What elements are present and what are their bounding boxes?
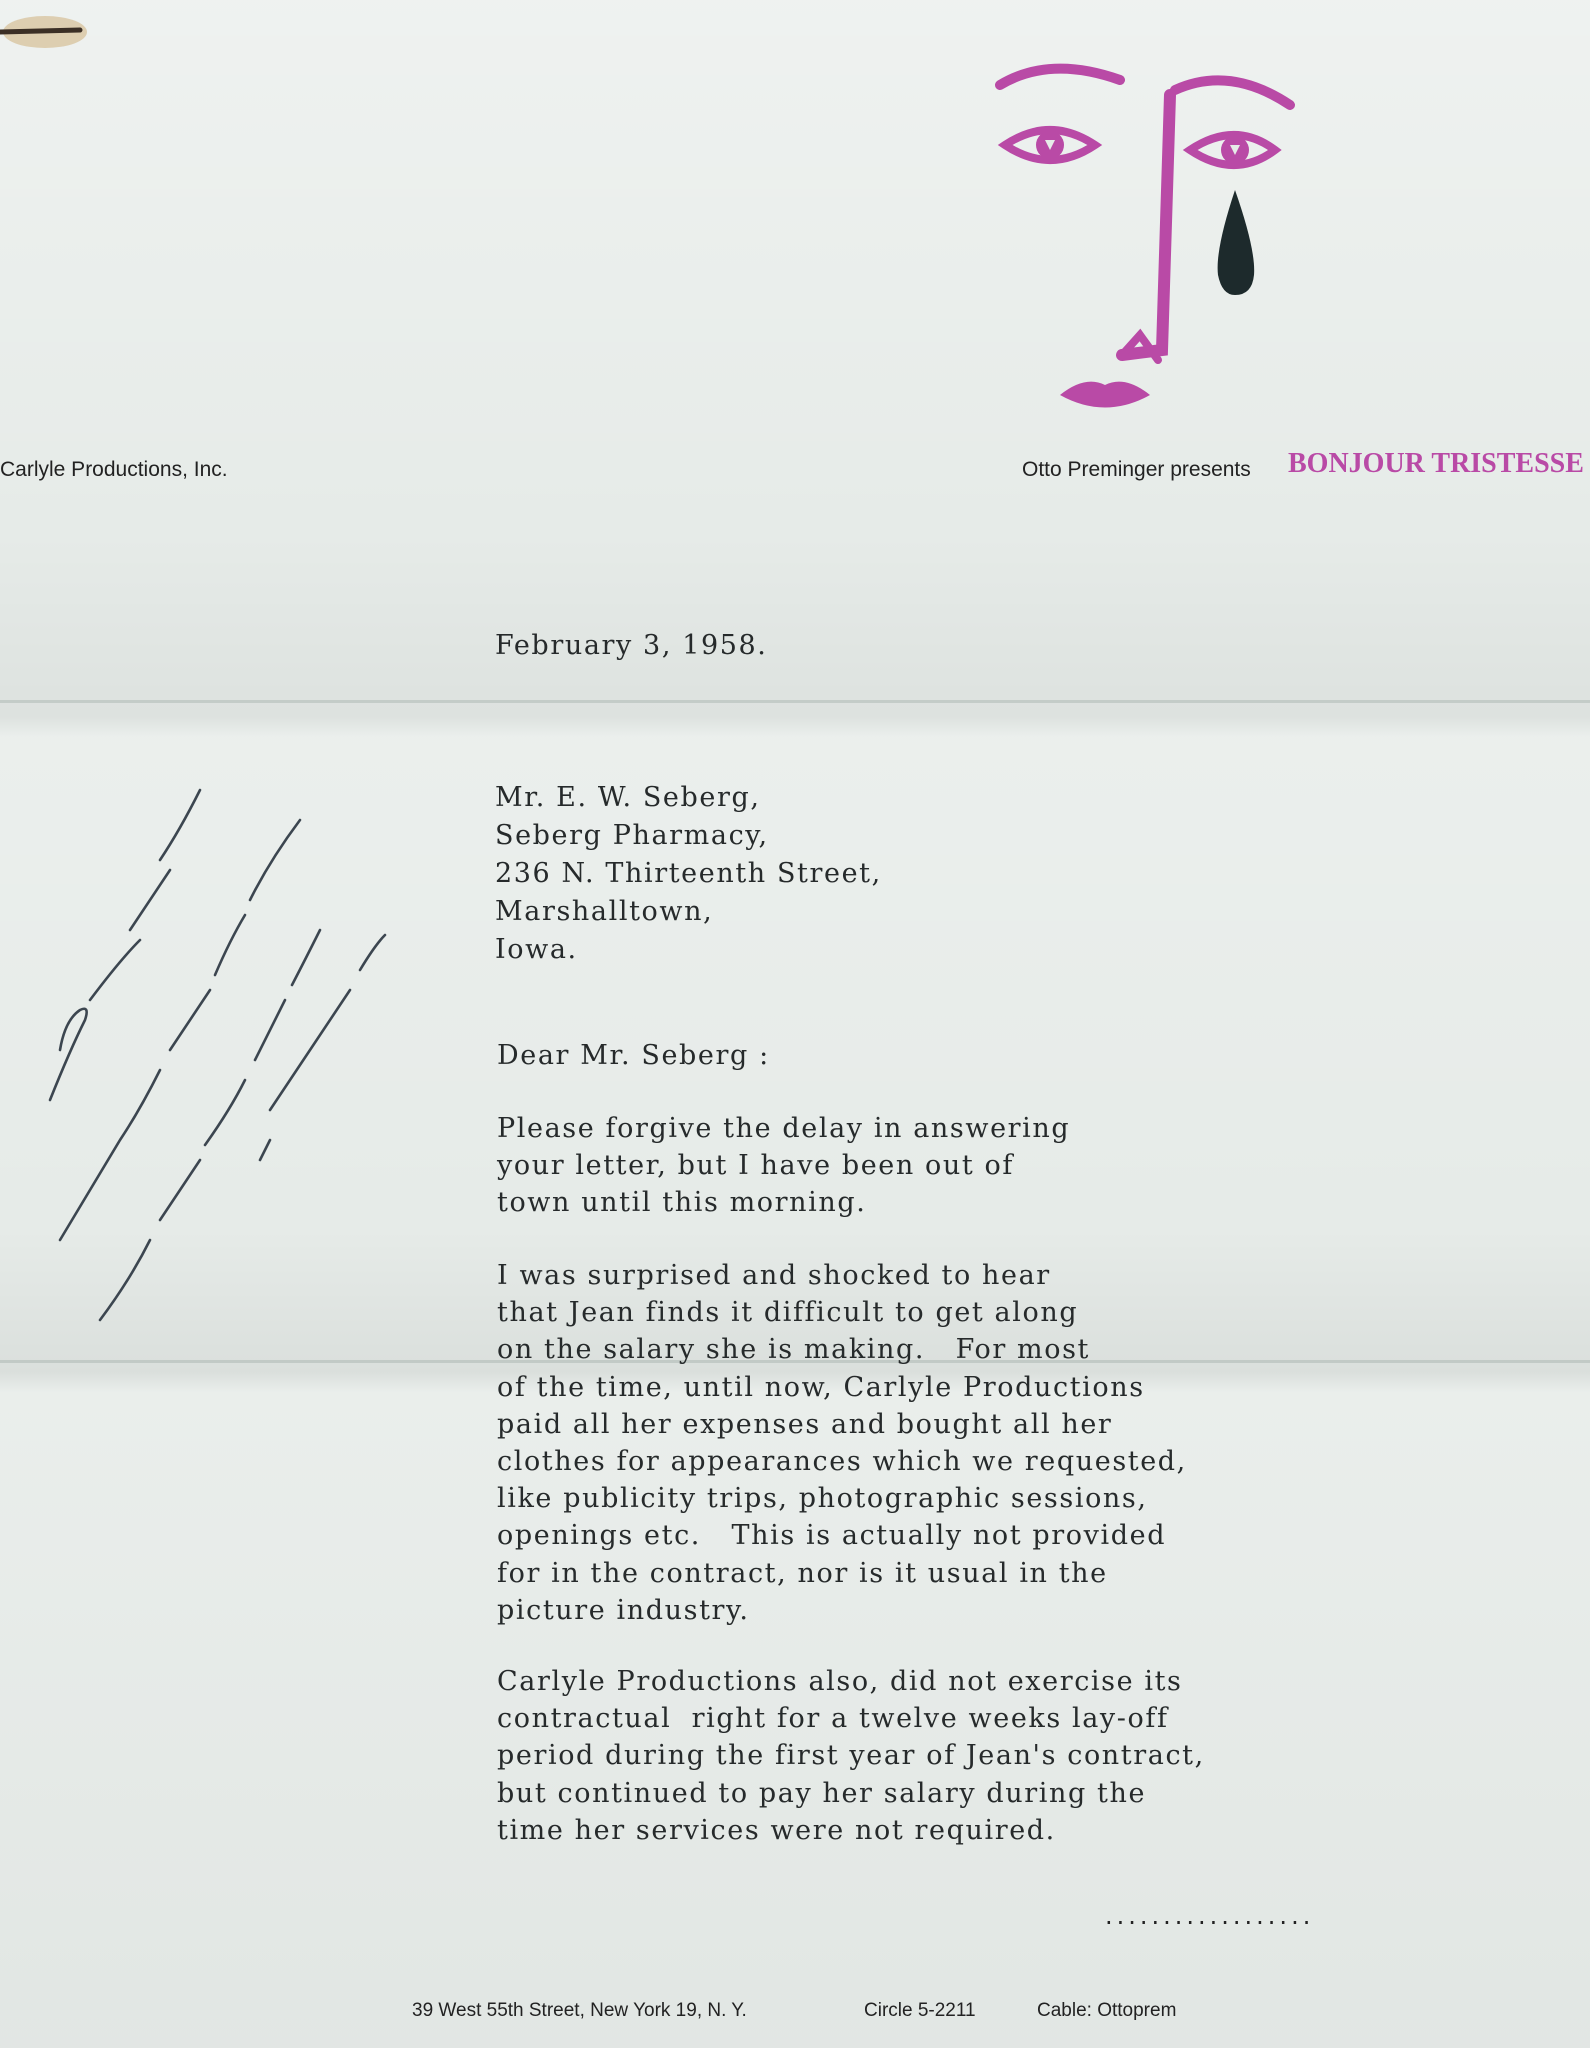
paragraph-line: town until this morning.: [497, 1187, 867, 1219]
footer-address: 39 West 55th Street, New York 19, N. Y.: [412, 2000, 747, 2021]
paragraph-line: I was surprised and shocked to hear: [497, 1260, 1051, 1291]
footer-cable: Cable: Ottoprem: [1037, 2000, 1177, 2021]
paragraph-line: for in the contract, nor is it usual in the: [497, 1557, 1108, 1589]
paragraph-line: time her services were not required.: [497, 1814, 1056, 1846]
company-name: Carlyle Productions, Inc.: [0, 458, 228, 481]
paragraph-line: contractual right for a twelve weeks lay-off: [497, 1703, 1169, 1735]
paragraph-2: [497, 1257, 1187, 1629]
continuation-dots: ..................: [1105, 1902, 1315, 1930]
address-line-city: Marshalltown,: [495, 896, 714, 927]
address-line-name: Mr. E. W. Seberg,: [495, 782, 761, 813]
address-line-state: Iowa.: [495, 934, 578, 965]
paragraph-line: Carlyle Productions also, did not exercise its: [497, 1666, 1183, 1697]
address-line-business: Seberg Pharmacy,: [495, 820, 769, 851]
paragraph-line: clothes for appearances which we requested,: [497, 1446, 1187, 1478]
paragraph-line: paid all her expenses and bought all her: [497, 1408, 1113, 1440]
handwritten-note: [30, 720, 410, 1360]
paragraph-line: your letter, but I have been out of: [497, 1150, 1014, 1182]
paragraph-3: [497, 1663, 1205, 1849]
paragraph-line: openings etc. This is actually not provided: [497, 1520, 1167, 1552]
paragraph-line: that Jean finds it difficult to get along: [497, 1297, 1079, 1329]
presents-line: Otto Preminger presents: [1022, 458, 1251, 481]
film-title: BONJOUR TRISTESSE: [1288, 448, 1584, 479]
letter-date: February 3, 1958.: [495, 630, 768, 661]
salutation: Dear Mr. Seberg :: [497, 1040, 770, 1071]
paper-fold-upper: [0, 700, 1590, 703]
address-line-street: 236 N. Thirteenth Street,: [495, 858, 882, 889]
crying-face-logo-icon: [990, 50, 1310, 430]
paragraph-line: of the time, until now, Carlyle Productions: [497, 1371, 1145, 1403]
staple-mark-icon: [0, 10, 90, 50]
footer-phone: Circle 5-2211: [864, 2000, 976, 2021]
paragraph-line: like publicity trips, photographic sessions,: [497, 1483, 1148, 1515]
paragraph-1: [497, 1110, 1070, 1222]
paragraph-line: picture industry.: [497, 1594, 750, 1626]
paragraph-line: on the salary she is making. For most: [497, 1334, 1090, 1366]
paragraph-line: but continued to pay her salary during the: [497, 1777, 1147, 1809]
paragraph-line: Please forgive the delay in answering: [497, 1113, 1071, 1144]
paragraph-line: period during the first year of Jean's contract,: [497, 1740, 1205, 1772]
